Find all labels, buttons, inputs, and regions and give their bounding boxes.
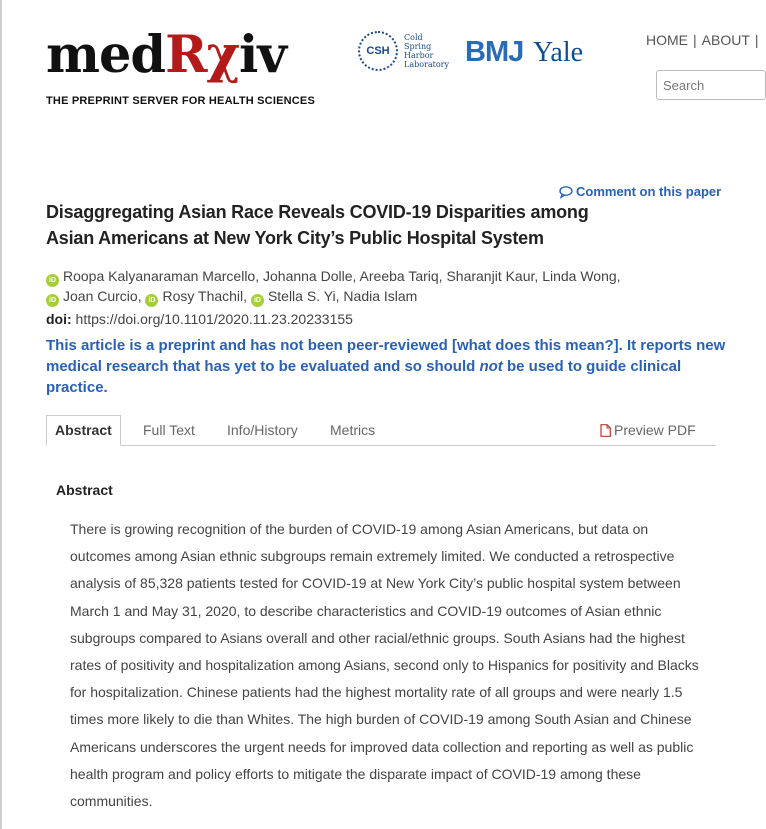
tab-full-text[interactable]: Full Text [143, 422, 195, 438]
csh-badge: CSH [358, 31, 398, 71]
tab-info-history[interactable]: Info/History [227, 422, 298, 438]
orcid-icon[interactable]: iD [46, 274, 59, 287]
nav-home-link[interactable]: HOME [646, 32, 688, 48]
site-tagline: THE PREPRINT SERVER FOR HEALTH SCIENCES [46, 95, 315, 107]
csh-wordmark: Cold Spring Harbor Laboratory [404, 33, 449, 69]
doi-line [46, 311, 353, 327]
doi-label: doi: [46, 311, 72, 327]
comment-on-paper-link[interactable]: Comment on this paper [559, 184, 721, 199]
orcid-icon[interactable]: iD [46, 294, 59, 307]
page-left-border [0, 0, 2, 829]
author-link[interactable]: Linda Wong [542, 268, 617, 284]
article-tabs [46, 415, 716, 446]
medrxiv-logo[interactable]: medRχiv [46, 25, 287, 85]
doi-link[interactable]: https://doi.org/10.1101/2020.11.23.20233155 [75, 311, 353, 327]
author-list: iD Roopa Kalyanaraman Marcello, Johanna Dolle, Areeba Tariq, Sharanjit Kaur, Linda Wong, iD Joan Curcio, iD Rosy Thachil, iD Stella S. Yi, Nadia Islam [46, 267, 706, 307]
orcid-icon[interactable]: iD [251, 294, 264, 307]
author-link[interactable]: Joan Curcio [63, 288, 138, 304]
speech-bubble-icon [559, 186, 573, 198]
author-link[interactable]: Rosy Thachil [162, 288, 244, 304]
yale-logo[interactable]: Yale [533, 37, 584, 68]
abstract-text: There is growing recognition of the burden of COVID-19 among Asian Americans, but data on outcomes among Asian ethnic subgroups remain extremely limited. We conducted a retrospective analysis of 85,328 patients tested for COVID-19 at New York City’s public hospital system between March 1 and May 31, 2020, to describe characteristics and COVID-19 outcomes of Asian ethnic subgroups compared to Asians overall and other racial/ethnic groups. South Asians had the highest rates of positivity and hospitalization among Asians, second only to Hispanics for positivity and Blacks for hospitalization. Chinese patients had the highest mortality rate of all groups and were nearly 1.5 times more likely to die than Whites. The high burden of COVID-19 among South Asian and Chinese Americans underscores the urgent needs for improved data collection and reporting as well as public health program and policy efforts to mitigate the disparate impact of COVID-19 among these communities. [70, 521, 699, 810]
notice-emphasis: not [479, 358, 503, 375]
author-link[interactable]: Johanna Dolle [263, 268, 353, 284]
nav-about-link[interactable]: ABOUT [701, 32, 750, 48]
tab-abstract[interactable]: Abstract [46, 415, 121, 446]
orcid-icon[interactable]: iD [145, 294, 158, 307]
author-link[interactable]: Sharanjit Kaur [446, 268, 535, 284]
top-nav: HOME | ABOUT | [646, 32, 759, 48]
bmj-logo[interactable]: BMJ [465, 36, 524, 68]
abstract-heading: Abstract [56, 482, 113, 498]
author-link[interactable]: Nadia Islam [343, 288, 418, 304]
author-link[interactable]: Roopa Kalyanaraman Marcello [63, 268, 256, 284]
csh-logo[interactable] [358, 31, 449, 71]
author-link[interactable]: Areeba Tariq [359, 268, 439, 284]
tab-metrics[interactable]: Metrics [330, 422, 376, 438]
preview-pdf-link[interactable]: Preview PDF [600, 415, 696, 445]
article-title: Disaggregating Asian Race Reveals COVID-19 Disparities among Asian Americans at New York City’s Public Hospital System [46, 202, 589, 248]
search-input[interactable] [656, 70, 766, 100]
pdf-file-icon [600, 424, 611, 437]
preprint-notice: This article is a preprint and has not been peer-reviewed [what does this mean?]. It reports new medical research that has yet to be evaluated and so should not be used to guide clinical practice. [46, 337, 726, 396]
author-link[interactable]: Stella S. Yi [267, 288, 336, 304]
